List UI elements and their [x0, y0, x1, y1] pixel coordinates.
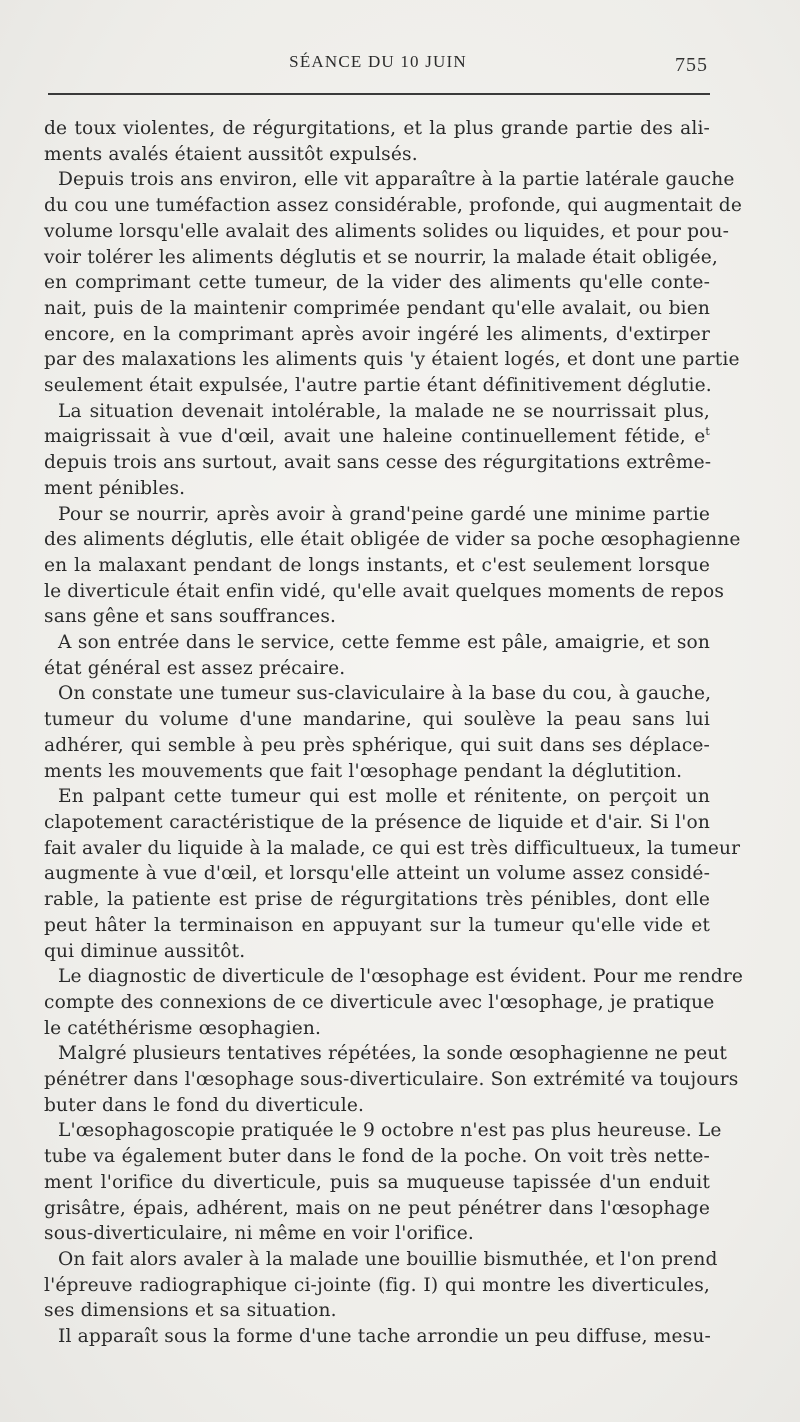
- header-rule: [48, 93, 710, 95]
- text-line: sans gêne et sans souffrances.: [44, 606, 337, 628]
- text-line: le diverticule était enfin vidé, qu'elle avait quelques moments de repos: [44, 580, 725, 602]
- text-line: seulement était expulsée, l'autre partie étant définitivement déglutie.: [44, 375, 712, 397]
- text-line: encore, en la comprimant après avoir ingéré les aliments, d'extirper: [44, 323, 710, 345]
- text-line: tumeur du volume d'une mandarine, qui soulève la peau sans lui: [44, 709, 710, 731]
- text-line: En palpant cette tumeur qui est molle et rénitente, on perçoit un: [58, 786, 710, 808]
- text-line: Il apparaît sous la forme d'une tache arrondie un peu diffuse, mesu-: [58, 1326, 711, 1348]
- text-line: La situation devenait intolérable, la malade ne se nourrissait plus,: [58, 400, 710, 422]
- superscript-letter: t: [705, 425, 710, 439]
- text-line: On constate une tumeur sus-claviculaire à la base du cou, à gauche,: [58, 683, 712, 705]
- text-line: des aliments déglutis, elle était obligée de vider sa poche œsophagienne: [44, 529, 741, 551]
- text-line: par des malaxations les aliments quis 'y étaient logés, et dont une partie: [44, 349, 740, 371]
- text-line: peut hâter la terminaison en appuyant sur la tumeur qu'elle vide et: [44, 914, 710, 936]
- text-line: grisâtre, épais, adhérent, mais on ne peut pénétrer dans l'œsophage: [44, 1197, 710, 1219]
- text-line: On fait alors avaler à la malade une bouillie bismuthée, et l'on prend: [58, 1248, 718, 1270]
- text-line: Depuis trois ans environ, elle vit apparaître à la partie latérale gauche: [58, 169, 735, 191]
- text-line: en la malaxant pendant de longs instants, et c'est seulement lorsque: [44, 554, 710, 576]
- text-line: de toux violentes, de régurgitations, et la plus grande partie des ali-: [44, 118, 710, 139]
- text-line: ment pénibles.: [44, 477, 186, 499]
- text-line: nait, puis de la maintenir comprimée pendant qu'elle avalait, ou bien: [44, 297, 710, 319]
- text-line: sous-diverticulaire, ni même en voir l'orifice.: [44, 1223, 474, 1245]
- text-line: augmente à vue d'œil, et lorsqu'elle atteint un volume assez considé-: [44, 863, 710, 885]
- text-line: état général est assez précaire.: [44, 657, 346, 679]
- text-line: [44, 424, 710, 450]
- text-line: compte des connexions de ce diverticule avec l'œsophage, je pratique: [44, 991, 715, 1013]
- text-line: tube va également buter dans le fond de la poche. On voit très nette-: [44, 1146, 710, 1168]
- text-line: le catéthérisme œsophagien.: [44, 1017, 322, 1039]
- text-line: qui diminue aussitôt.: [44, 940, 246, 962]
- text-line: clapotement caractéristique de la présence de liquide et d'air. Si l'on: [44, 811, 710, 833]
- text-line: ments avalés étaient aussitôt expulsés.: [44, 143, 418, 165]
- text-line: pénétrer dans l'œsophage sous-diverticulaire. Son extrémité va toujours: [44, 1069, 739, 1091]
- page-header: [48, 52, 708, 80]
- text-line: Malgré plusieurs tentatives répétées, la sonde œsophagienne ne peut: [58, 1043, 728, 1065]
- text-line: volume lorsqu'elle avalait des aliments solides ou liquides, et pour pou-: [44, 220, 730, 242]
- text-line: fait avaler du liquide à la malade, ce qui est très difficultueux, la tumeur: [44, 837, 741, 859]
- text-line: ments les mouvements que fait l'œsophage pendant la déglutition.: [44, 760, 683, 782]
- page-number: 755: [675, 54, 708, 76]
- text-line: ment l'orifice du diverticule, puis sa muqueuse tapissée d'un enduit: [44, 1171, 710, 1193]
- text-line: Le diagnostic de diverticule de l'œsophage est évident. Pour me rendre: [58, 966, 744, 988]
- text-line: ses dimensions et sa situation.: [44, 1300, 337, 1322]
- text-line: du cou une tuméfaction assez considérable, profonde, qui augmentait de: [44, 195, 742, 217]
- text-line: Pour se nourrir, après avoir à grand'peine gardé une minime partie: [58, 503, 710, 525]
- text-line: adhérer, qui semble à peu près sphérique, qui suit dans ses déplace-: [44, 734, 710, 756]
- text-line-segment: maigrissait à vue d'œil, avait une haleine continuellement fétide, e: [44, 426, 706, 448]
- text-line: voir tolérer les aliments déglutis et se nourrir, la malade était obligée,: [44, 246, 718, 268]
- text-line: en comprimant cette tumeur, de la vider des aliments qu'elle conte-: [44, 272, 710, 294]
- text-line: rable, la patiente est prise de régurgitations très pénibles, dont elle: [44, 889, 710, 911]
- running-head: SÉANCE DU 10 JUIN: [289, 52, 467, 71]
- text-line: A son entrée dans le service, cette femme est pâle, amaigrie, et son: [58, 632, 710, 654]
- text-line: buter dans le fond du diverticule.: [44, 1094, 365, 1116]
- text-line: l'épreuve radiographique ci-jointe (fig. I) qui montre les diverticules,: [44, 1274, 710, 1296]
- body-text: [44, 116, 744, 1350]
- text-line: depuis trois ans surtout, avait sans cesse des régurgitations extrême-: [44, 452, 712, 474]
- text-line: L'œsophagoscopie pratiquée le 9 octobre n'est pas plus heureuse. Le: [58, 1120, 722, 1142]
